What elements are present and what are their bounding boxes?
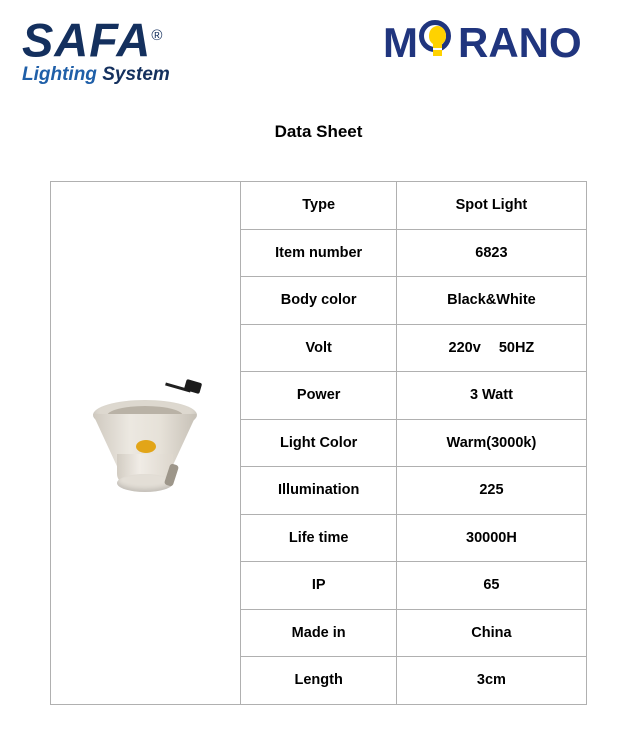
page-header	[0, 0, 637, 92]
morano-logo	[383, 14, 582, 72]
safa-brand-word: SAFA	[22, 13, 152, 67]
spec-value-power: 3 Watt	[396, 372, 586, 420]
registered-trademark-icon: ®	[151, 27, 164, 44]
spec-label-ip: IP	[241, 562, 396, 610]
spec-value-length: 3cm	[396, 657, 586, 705]
spec-label-life-time: Life time	[241, 514, 396, 562]
safa-tagline	[22, 63, 242, 85]
spec-value-made-in: China	[396, 609, 586, 657]
spec-value-ip: 65	[396, 562, 586, 610]
product-image-cell	[51, 182, 241, 705]
morano-suffix-text: RANO	[458, 19, 582, 66]
spec-label-volt: Volt	[241, 324, 396, 372]
product-led-chip	[136, 440, 156, 453]
safa-brand-text	[22, 12, 242, 65]
spec-label-body-color: Body color	[241, 277, 396, 325]
spec-value-volt-frequency: 50HZ	[498, 339, 535, 356]
spec-label-illumination: Illumination	[241, 467, 396, 515]
spec-label-power: Power	[241, 372, 396, 420]
spec-label-made-in: Made in	[241, 609, 396, 657]
spec-value-light-color: Warm(3000k)	[396, 419, 586, 467]
spec-label-length: Length	[241, 657, 396, 705]
spot-light-product-illustration	[81, 378, 211, 508]
morano-prefix-letter: M	[383, 19, 418, 66]
spec-label-type: Type	[241, 182, 396, 230]
lightbulb-icon	[418, 18, 458, 68]
spec-label-light-color: Light Color	[241, 419, 396, 467]
lightbulb-glass	[429, 26, 446, 45]
safa-logo	[22, 12, 242, 85]
safa-tagline-system: System	[96, 63, 170, 85]
spec-value-illumination: 225	[396, 467, 586, 515]
spec-value-volt-voltage: 220v	[448, 339, 481, 356]
safa-tagline-lighting: Lighting	[22, 63, 97, 85]
spec-value-life-time: 30000H	[396, 514, 586, 562]
spec-value-item-number: 6823	[396, 229, 586, 277]
lightbulb-base	[433, 44, 442, 56]
table-row	[51, 182, 587, 230]
spec-label-item-number: Item number	[241, 229, 396, 277]
spec-value-body-color: Black&White	[396, 277, 586, 325]
page-title: Data Sheet	[274, 122, 363, 141]
spec-value-volt	[396, 324, 586, 372]
spec-table	[50, 181, 587, 705]
spec-value-type: Spot Light	[396, 182, 586, 230]
